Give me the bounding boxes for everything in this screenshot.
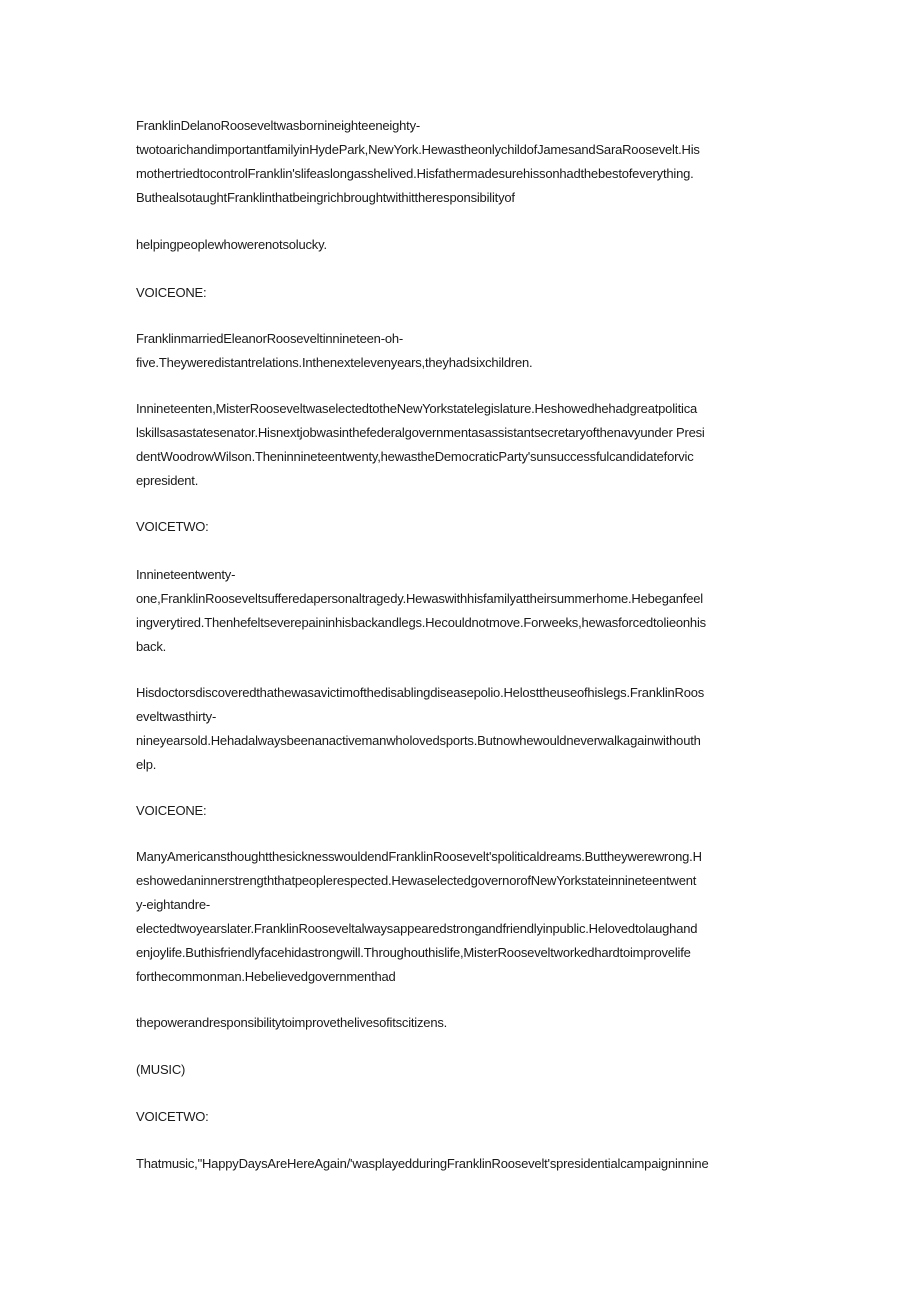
speaker-label-voice-two-2: VOICETWO:: [136, 1109, 209, 1124]
paragraph-3: FranklinmarriedEleanorRooseveltinnineteen-oh- five.Theyweredistantrelations.Inthenextelevenyears,theyhadsixchildren.: [136, 331, 533, 370]
speaker-label-voice-one-2: VOICEONE:: [136, 803, 207, 818]
paragraph-8: thepowerandresponsibilitytoimprovethelivesofitscitizens.: [136, 1015, 448, 1030]
music-cue: (MUSIC): [136, 1062, 186, 1077]
paragraph-6: Hisdoctorsdiscoveredthathewasavictimofthedisablingdiseasepolio.Helosttheuseofhislegs.FranklinRoos eveltwasthirty- nineyearsold.Hehadalwaysbeenanactivemanwholovedsports.Butnowhewouldneverwalkagainwithouth elp.: [136, 685, 705, 772]
speaker-label-voice-two: VOICETWO:: [136, 519, 209, 534]
speaker-label-voice-one: VOICEONE:: [136, 285, 207, 300]
paragraph-1: FranklinDelanoRooseveltwasbornineighteeneighty- twotoarichandimportantfamilyinHydePark,NewYork.HewastheonlychildofJamesandSaraRoosevelt.His mothertriedtocontrolFranklin'slifeaslongasshelived.Hisfathermadesurehissonhadthebestofeverything. ButhealsotaughtFranklinthatbeingrichbroughtwithittheresponsibilityof: [136, 118, 700, 205]
paragraph-2: helpingpeoplewhowerenotsolucky.: [136, 237, 327, 252]
paragraph-5: Innineteentwenty- one,FranklinRooseveltsufferedapersonaltragedy.Hewaswithhisfamilyattheirsummerhome.Hebeganfeel ingverytired.Thenhefeltseverepaininhisbackandlegs.Hecouldnotmove.Forweeks,hewasforcedtolieonhis back.: [136, 567, 706, 654]
paragraph-7: ManyAmericansthoughtthesicknesswouldendFranklinRoosevelt'spoliticaldreams.Buttheywerewrong.H eshowedaninnerstrengththatpeoplerespected.HewaselectedgovernorofNewYorkstateinnineteentwent y-eightandre- electedtwoyearslater.FranklinRooseveltalwaysappearedstrongandfriendlyinpublic.Helovedtolaughand enjoylife.Buthisfriendlyfacehidastrongwill.Throughouthislife,MisterRooseveltworkedhardtoimprovelife forthecommonman.Hebelievedgovernmenthad: [136, 849, 702, 984]
paragraph-4: Innineteenten,MisterRooseveltwaselectedtotheNewYorkstatelegislature.Heshowedhehadgreatpolitica lskillsasastatesenator.Hisnextjobwasinthefederalgovernmentasassistantsecretaryofthenavyunder Presi dentWoodrowWilson.Theninnineteentwenty,hewastheDemocraticParty'sunsuccessfulcandidateforvic epresident.: [136, 401, 705, 488]
paragraph-9: Thatmusic,"HappyDaysAreHereAgain/'wasplayedduringFranklinRoosevelt'spresidentialcampaigninnine: [136, 1156, 709, 1171]
